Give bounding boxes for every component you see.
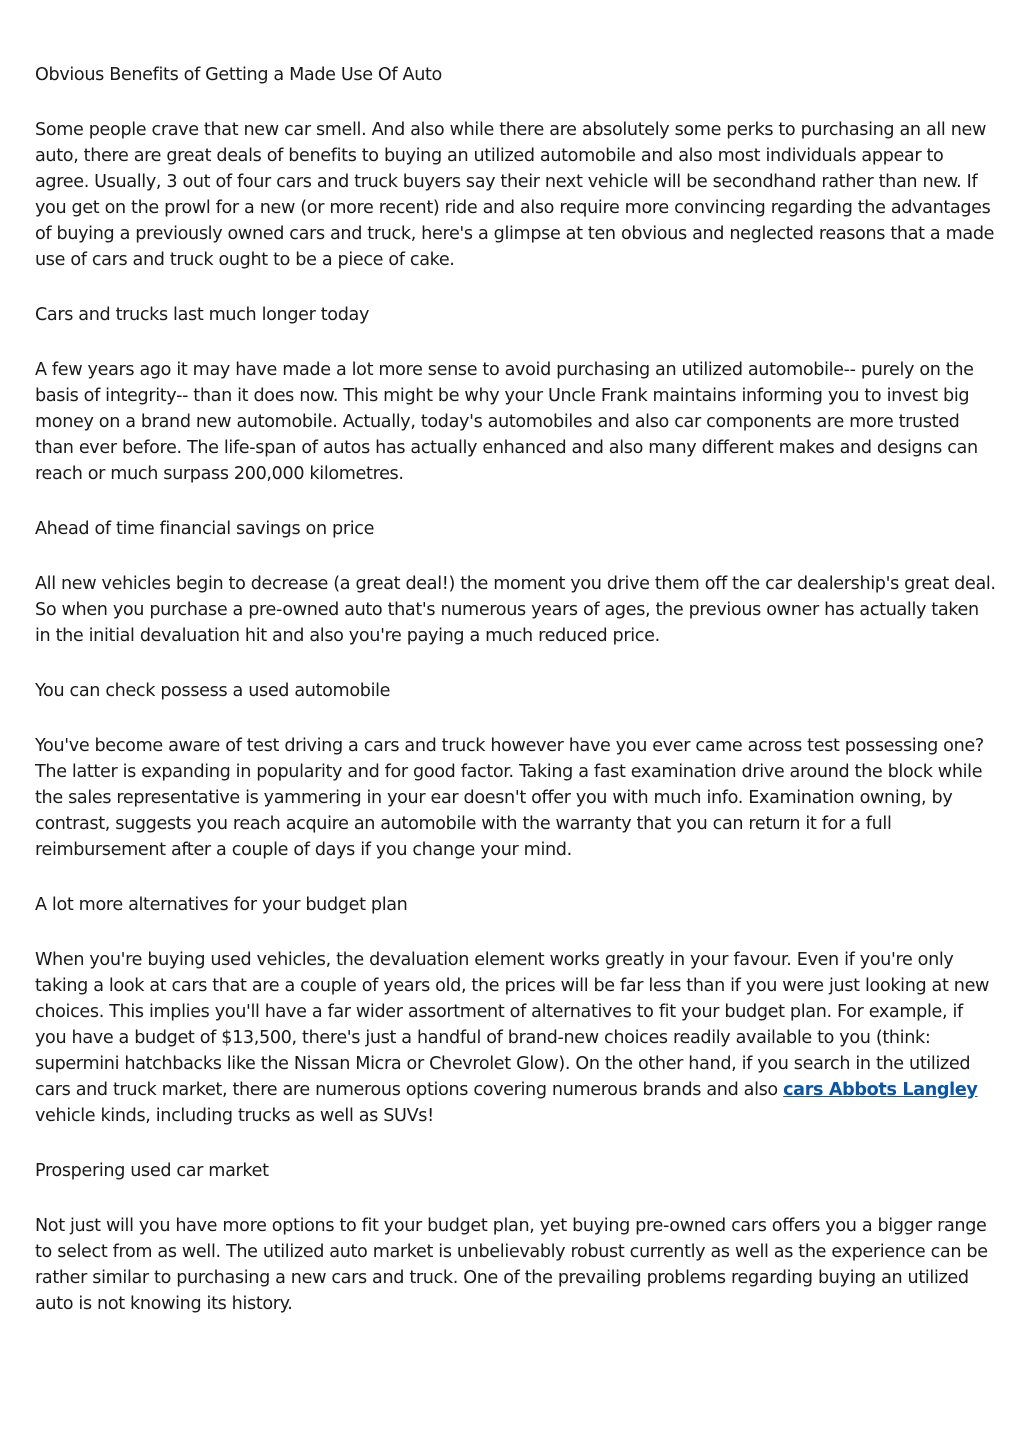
section-heading-longevity: Cars and trucks last much longer today — [35, 305, 370, 325]
cars-abbots-langley-link[interactable]: cars Abbots Langley — [783, 1080, 978, 1100]
section-heading-test-own: You can check possess a used automobile — [35, 681, 391, 701]
section-body-budget — [35, 947, 997, 1129]
section-body-market: Not just will you have more options to fit your budget plan, yet buying pre-owned cars offers you a bigger range to select from as well. The utilized auto market is unbelievably robust currently as well as the experience can be rather similar to purchasing a new cars and truck. One of the prevailing problems regarding buying an utilized auto is not knowing its history. — [35, 1216, 988, 1314]
intro-paragraph: Some people crave that new car smell. And also while there are absolutely some perks to purchasing an all new auto, there are great deals of benefits to buying an utilized automobile and also most individuals appear to agree. Usually, 3 out of four cars and truck buyers say their next vehicle will be secondhand rather than new. If you get on the prowl for a new (or more recent) ride and also require more convincing regarding the advantages of buying a previously owned cars and truck, here's a glimpse at ten obvious and neglected reasons that a made use of cars and truck ought to be a piece of cake. — [35, 120, 995, 270]
section-body-savings: All new vehicles begin to decrease (a great deal!) the moment you drive them off the car dealership's great deal. So when you purchase a pre-owned auto that's numerous years of ages, the previous owner has actually taken in the initial devaluation hit and also you're paying a much reduced price. — [35, 574, 996, 646]
section-heading-market: Prospering used car market — [35, 1161, 269, 1181]
document-title: Obvious Benefits of Getting a Made Use Of Auto — [35, 65, 442, 85]
budget-text-after-link: vehicle kinds, including trucks as well as SUVs! — [35, 1106, 434, 1126]
section-heading-savings: Ahead of time financial savings on price — [35, 519, 375, 539]
budget-text-before-link: When you're buying used vehicles, the devaluation element works greatly in your favour. Even if you're only taking a look at cars that are a couple of years old, the prices will be far less than if you were just looking at new choices. This implies you'll have a far wider assortment of alternatives to fit your budget plan. For example, if you have a budget of $13,500, there's just a handful of brand-new choices readily available to you (think: supermini hatchbacks like the Nissan Micra or Chevrolet Glow). On the other hand, if you search in the utilized cars and truck market, there are numerous options covering numerous brands and also — [35, 950, 990, 1100]
document-page — [35, 62, 997, 1346]
section-heading-budget: A lot more alternatives for your budget plan — [35, 895, 408, 915]
section-body-test-own: You've become aware of test driving a cars and truck however have you ever came across test possessing one? The latter is expanding in popularity and for good factor. Taking a fast examination drive around the block while the sales representative is yammering in your ear doesn't offer you with much info. Examination owning, by contrast, suggests you reach acquire an automobile with the warranty that you can return it for a full reimbursement after a couple of days if you change your mind. — [35, 736, 984, 860]
section-body-longevity: A few years ago it may have made a lot more sense to avoid purchasing an utilized automobile-- purely on the basis of integrity-- than it does now. This might be why your Uncle Frank maintains informing you to invest big money on a brand new automobile. Actually, today's automobiles and also car components are more trusted than ever before. The life-span of autos has actually enhanced and also many different makes and designs can reach or much surpass 200,000 kilometres. — [35, 360, 978, 484]
